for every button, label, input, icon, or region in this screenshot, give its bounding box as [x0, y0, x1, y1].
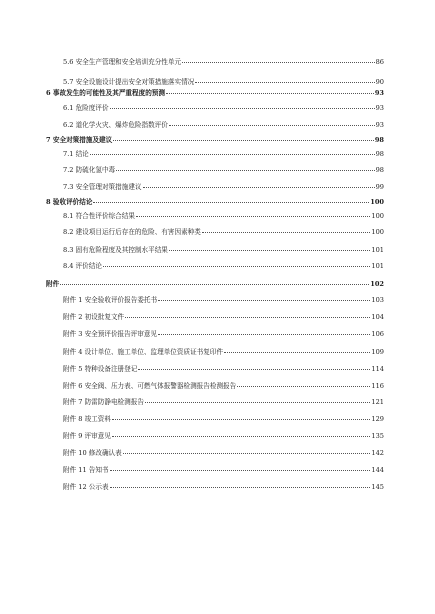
dot-leader: [202, 232, 371, 233]
toc-entry-title: 8.2 建设项目运行后存在的危险、有害因素种类: [63, 228, 201, 236]
toc-entry-page-number: 116: [371, 382, 384, 390]
toc-entry[interactable]: [46, 296, 384, 304]
dot-leader: [112, 436, 370, 437]
dot-leader: [110, 108, 375, 109]
toc-entry-title: 附件 4 设计单位、施工单位、监理单位资质证书复印件: [63, 348, 224, 356]
toc-entry-page-number: 100: [371, 228, 384, 236]
dot-leader: [125, 317, 370, 318]
toc-entry-page-number: 129: [371, 415, 384, 423]
toc-entry[interactable]: [46, 183, 384, 191]
dot-leader: [224, 352, 370, 353]
toc-entry-page-number: 104: [371, 313, 384, 321]
toc-entry[interactable]: [46, 280, 384, 288]
toc-entry-title: 7 安全对策措施及建议: [46, 136, 113, 144]
toc-entry-page-number: 106: [371, 330, 384, 338]
toc-entry-title: 附件 5 特种设备注册登记: [63, 365, 138, 373]
toc-entry-title: 附件 2 初设批复文件: [63, 313, 125, 321]
toc-entry-title: 6.2 道化学火灾、爆炸危险指数评价: [63, 121, 168, 129]
toc-entry-title: 5.6 安全生产管理和安全培训充分性单元: [63, 58, 182, 66]
dot-leader: [110, 487, 371, 488]
toc-entry[interactable]: [46, 104, 384, 112]
dot-leader: [166, 93, 374, 94]
toc-entry-title: 附件 8 竣工资料: [63, 415, 111, 423]
dot-leader: [169, 125, 375, 126]
toc-entry[interactable]: [46, 449, 384, 457]
toc-entry-title: 7.1 结论: [63, 150, 89, 158]
toc-entry-page-number: 98: [375, 166, 384, 174]
toc-entry-page-number: 101: [371, 246, 384, 254]
dot-leader: [143, 187, 375, 188]
toc-entry[interactable]: [46, 415, 384, 423]
toc-entry-page-number: 109: [371, 348, 384, 356]
toc-entry-page-number: 98: [375, 150, 384, 158]
dot-leader: [136, 216, 370, 217]
toc-entry[interactable]: [46, 365, 384, 373]
toc-entry-title: 8.1 符合性评价综合结果: [63, 212, 135, 220]
toc-entry-title: 附件 7 防雷防静电检测报告: [63, 398, 144, 406]
toc-entry[interactable]: [46, 330, 384, 338]
toc-entry[interactable]: [46, 166, 384, 174]
toc-entry-page-number: 135: [371, 432, 384, 440]
toc-entry[interactable]: [46, 262, 384, 270]
dot-leader: [93, 202, 369, 203]
toc-entry-title: 附件 12 公示表: [63, 483, 109, 491]
toc-entry[interactable]: [46, 313, 384, 321]
toc-entry-page-number: 114: [371, 365, 384, 373]
toc-entry[interactable]: [46, 136, 384, 144]
toc-entry-page-number: 93: [374, 89, 384, 97]
dot-leader: [110, 470, 371, 471]
toc-entry[interactable]: [46, 198, 384, 206]
dot-leader: [158, 334, 370, 335]
toc-entry-title: 附件 6 安全阀、压力表、可燃气体报警器检测报告检测报告: [63, 382, 237, 390]
toc-entry-page-number: 93: [375, 121, 384, 129]
toc-entry[interactable]: [46, 78, 384, 86]
toc-entry[interactable]: [46, 246, 384, 254]
dot-leader: [112, 419, 370, 420]
toc-entry-title: 附件 10 修改确认表: [63, 449, 122, 457]
toc-entry[interactable]: [46, 432, 384, 440]
toc-entry[interactable]: [46, 348, 384, 356]
toc-entry-title: 附件 3 安全预评价报告评审意见: [63, 330, 158, 338]
toc-entry-page-number: 99: [375, 183, 384, 191]
toc-entry-title: 附件: [46, 280, 60, 288]
toc-entry[interactable]: [46, 483, 384, 491]
dot-leader: [123, 453, 371, 454]
toc-entry-title: 附件 1 安全验收评价报告委托书: [63, 296, 158, 304]
dot-leader: [138, 369, 370, 370]
dot-leader: [182, 62, 375, 63]
dot-leader: [195, 82, 374, 83]
toc-entry-page-number: 121: [371, 398, 384, 406]
toc-entry-title: 6 事故发生的可能性及其严重程度的预测: [46, 89, 165, 97]
toc-entry[interactable]: [46, 382, 384, 390]
toc-entry-title: 附件 11 告知书: [63, 466, 109, 474]
dot-leader: [60, 284, 369, 285]
dot-leader: [116, 170, 374, 171]
toc-entry[interactable]: [46, 89, 384, 97]
toc-entry-page-number: 142: [371, 449, 384, 457]
toc-entry-title: 8.4 评价结论: [63, 262, 102, 270]
toc-entry-title: 6.1 危险度评价: [63, 104, 109, 112]
dot-leader: [103, 266, 370, 267]
toc-entry[interactable]: [46, 58, 384, 66]
toc-entry-page-number: 98: [374, 136, 384, 144]
toc-entry-page-number: 86: [375, 58, 384, 66]
toc-entry-page-number: 144: [371, 466, 384, 474]
toc-entry-page-number: 103: [371, 296, 384, 304]
dot-leader: [145, 402, 370, 403]
dot-leader: [169, 250, 371, 251]
toc-entry[interactable]: [46, 121, 384, 129]
toc-entry-page-number: 145: [371, 483, 384, 491]
toc-entry[interactable]: [46, 398, 384, 406]
dot-leader: [90, 154, 375, 155]
toc-entry[interactable]: [46, 466, 384, 474]
toc-entry[interactable]: [46, 150, 384, 158]
toc-entry-page-number: 100: [370, 198, 384, 206]
toc-entry-page-number: 100: [371, 212, 384, 220]
toc-entry-page-number: 101: [371, 262, 384, 270]
dot-leader: [113, 140, 374, 141]
toc-entry-page-number: 93: [375, 104, 384, 112]
toc-entry-title: 7.2 防硫化氢中毒: [63, 166, 116, 174]
toc-entry[interactable]: [46, 212, 384, 220]
toc-entry[interactable]: [46, 228, 384, 236]
toc-entry-title: 8 验收评价结论: [46, 198, 93, 206]
toc-entry-title: 8.3 固有危险程度及其控制水平结果: [63, 246, 168, 254]
dot-leader: [158, 300, 370, 301]
toc-entry-page-number: 90: [375, 78, 384, 86]
toc-entry-title: 附件 9 评审意见: [63, 432, 111, 440]
toc-entry-page-number: 102: [370, 280, 384, 288]
toc-entry-title: 7.3 安全管理对策措施建议: [63, 183, 142, 191]
toc-entry-title: 5.7 安全设施设计提出安全对策措施落实情况: [63, 78, 195, 86]
dot-leader: [237, 386, 370, 387]
